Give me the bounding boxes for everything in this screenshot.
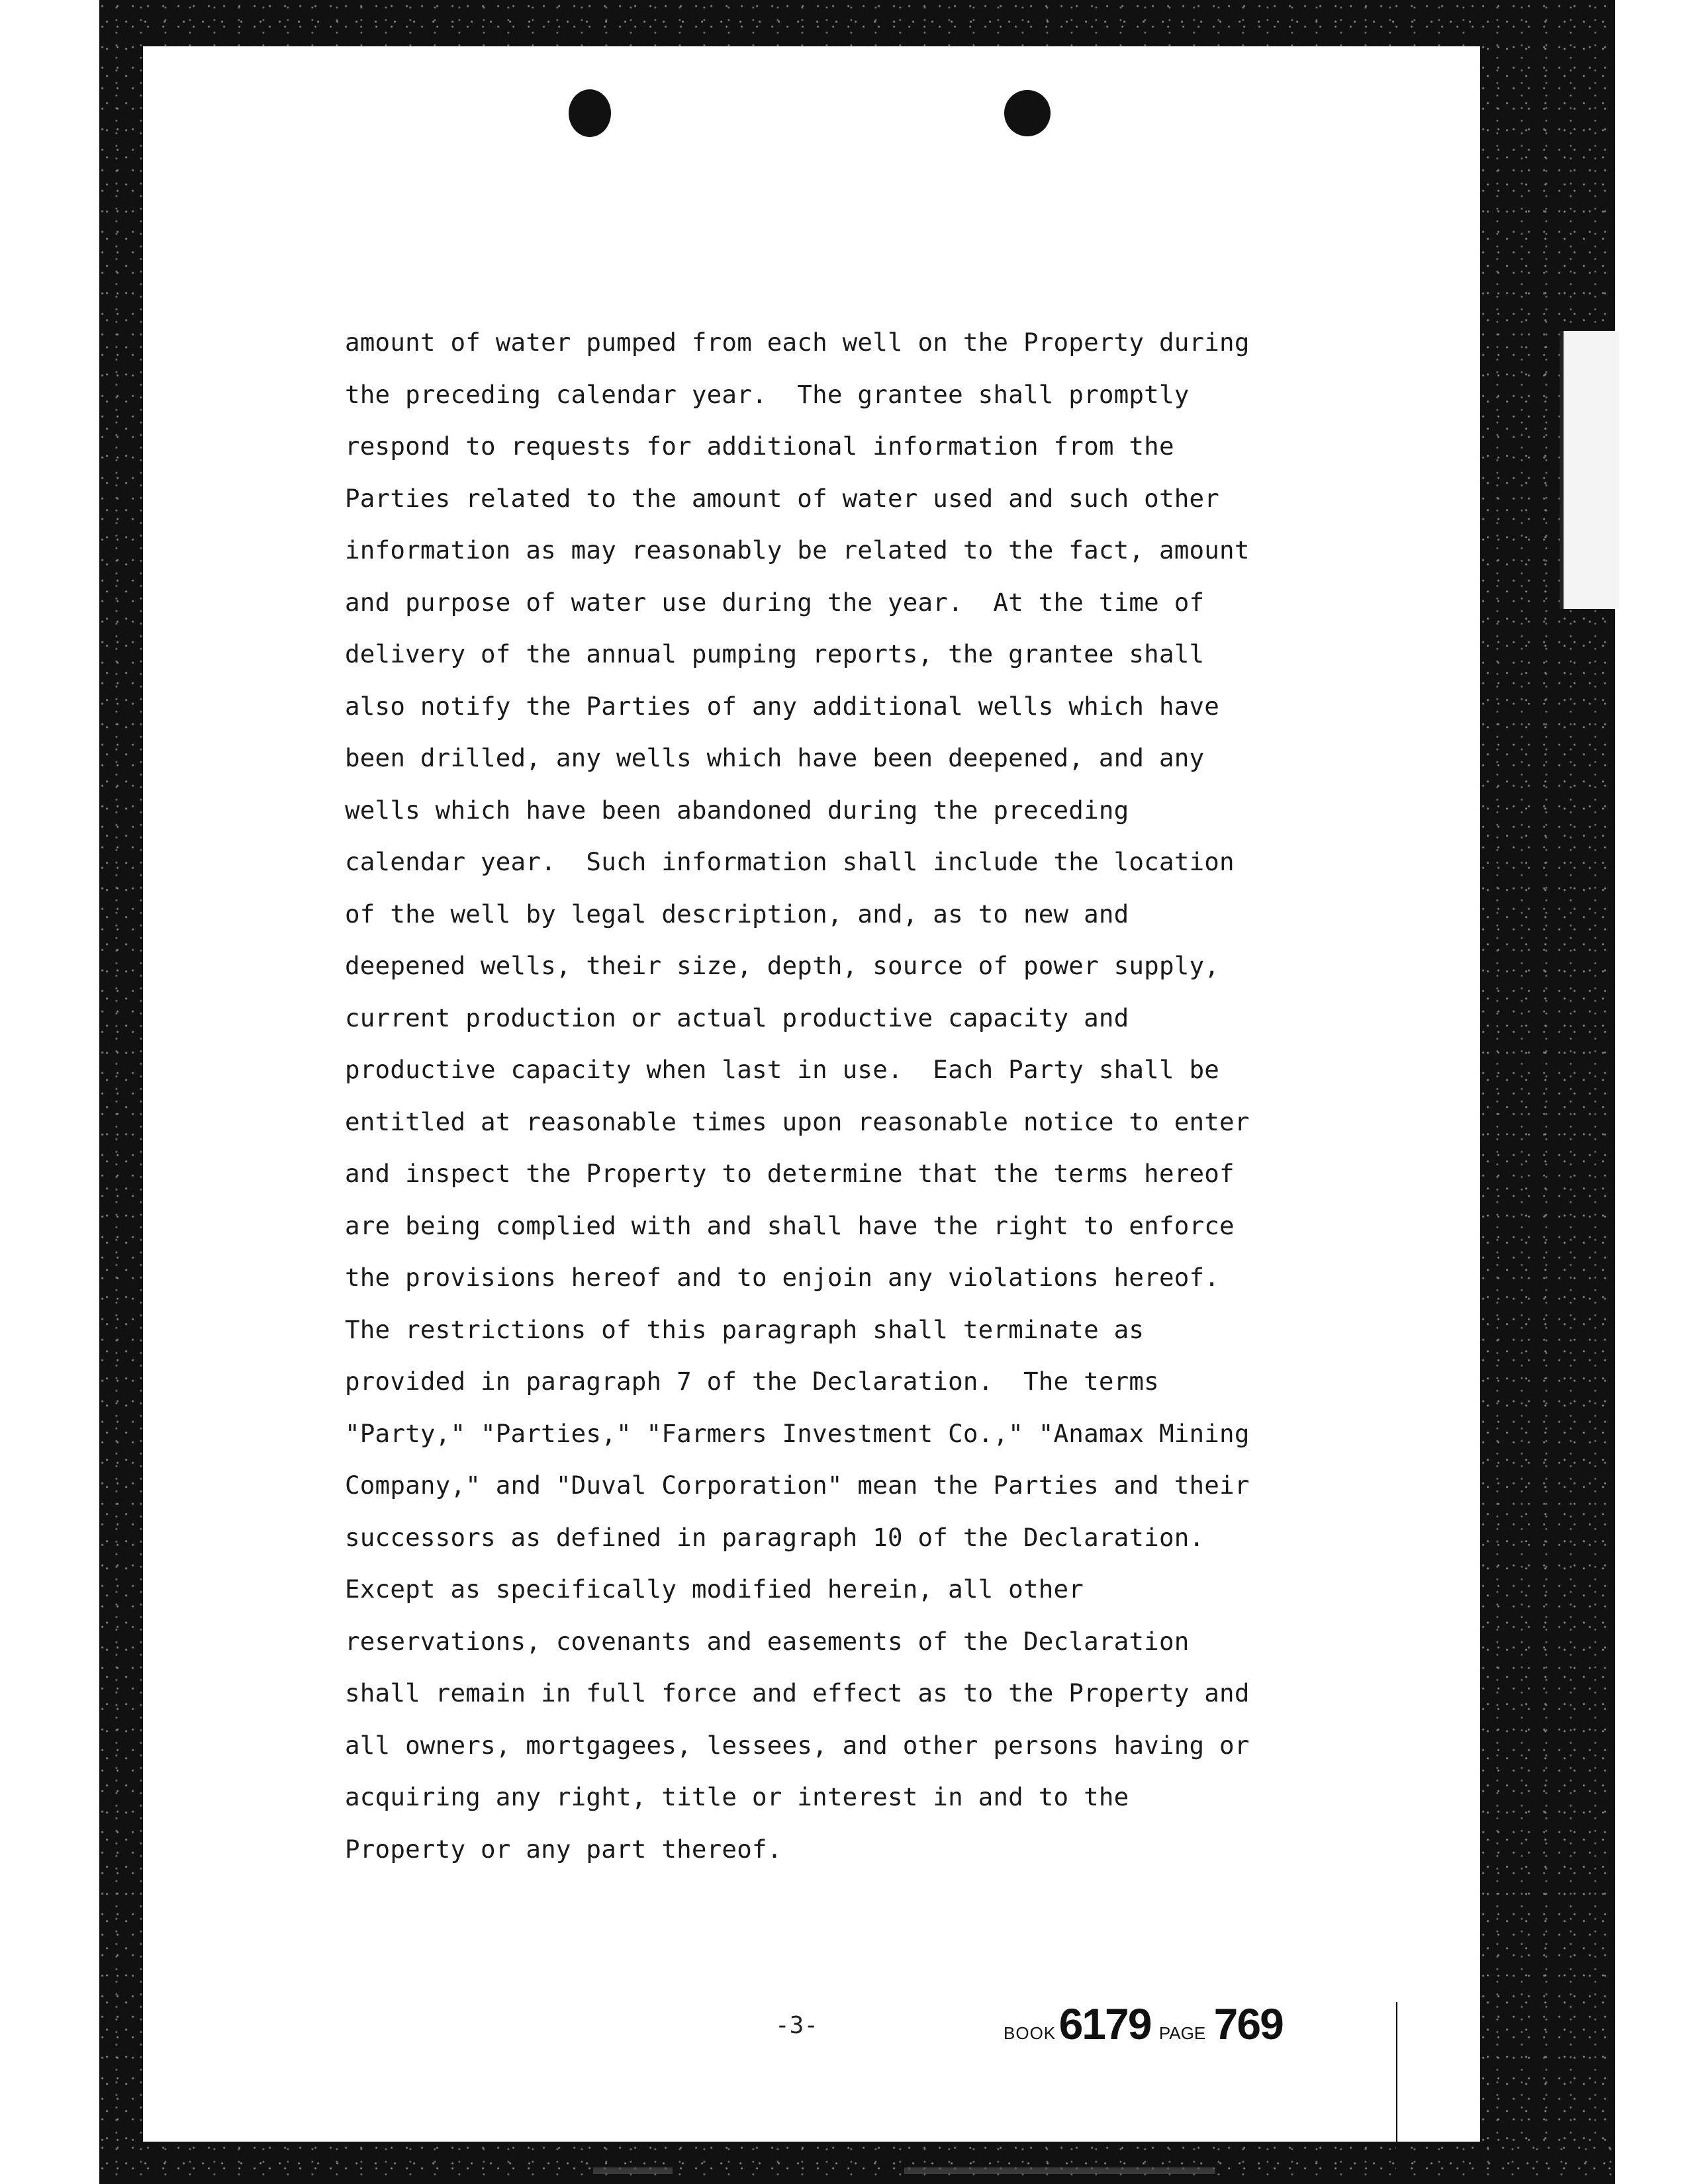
text-line: successors as defined in paragraph 10 of the Declaration. <box>345 1522 1205 1552</box>
text-line: amount of water pumped from each well on the Property during <box>345 328 1250 357</box>
book-number: 6179 <box>1058 1999 1151 2048</box>
page-ref-number: 769 <box>1213 1999 1283 2048</box>
page-number: -3- <box>775 2012 819 2039</box>
document-page <box>143 46 1480 2142</box>
text-line: of the well by legal description, and, as to new and <box>345 899 1129 929</box>
text-line: "Party," "Parties," "Farmers Investment Co.," "Anamax Mining <box>345 1418 1250 1448</box>
text-line: provided in paragraph 7 of the Declaration. The terms <box>345 1367 1159 1396</box>
text-line: entitled at reasonable times upon reasonable notice to enter <box>345 1107 1250 1136</box>
text-line: and inspect the Property to determine that the terms hereof <box>345 1159 1235 1188</box>
text-line: Company," and "Duval Corporation" mean the Parties and their <box>345 1471 1250 1500</box>
text-line: been drilled, any wells which have been deepened, and any <box>345 743 1205 772</box>
paper-tab-edge <box>1560 331 1619 609</box>
text-line: current production or actual productive capacity and <box>345 1003 1129 1032</box>
text-line: information as may reasonably be related to the fact, amount <box>345 535 1250 565</box>
punch-hole-right <box>1004 90 1051 136</box>
text-line: the preceding calendar year. The grantee shall promptly <box>345 379 1190 409</box>
text-line: shall remain in full force and effect as to the Property and <box>345 1678 1250 1707</box>
text-line: productive capacity when last in use. Each Party shall be <box>345 1055 1220 1084</box>
body-text <box>345 316 1483 1875</box>
page-label: PAGE <box>1158 2023 1206 2043</box>
scan-border-bottom <box>99 2142 1615 2184</box>
text-line: all owners, mortgagees, lessees, and other persons having or <box>345 1730 1250 1760</box>
scan-smudge <box>904 2167 1215 2174</box>
text-line: wells which have been abandoned during the preceding <box>345 795 1129 825</box>
scan-border-top <box>99 0 1615 46</box>
book-page-stamp <box>1004 1999 1283 2049</box>
text-line: Except as specifically modified herein, all other <box>345 1574 1084 1604</box>
scan-border-left <box>99 0 143 2184</box>
text-line: acquiring any right, title or interest in and to the <box>345 1782 1129 1811</box>
text-line: the provisions hereof and to enjoin any violations hereof. <box>345 1263 1220 1292</box>
stamp-vertical-rule <box>1396 2002 1397 2184</box>
text-line: deepened wells, their size, depth, source of power supply, <box>345 951 1220 980</box>
text-line: delivery of the annual pumping reports, the grantee shall <box>345 639 1205 668</box>
text-line: respond to requests for additional information from the <box>345 432 1174 461</box>
scan-smudge <box>593 2167 673 2174</box>
text-line: are being complied with and shall have the right to enforce <box>345 1210 1235 1240</box>
text-line: calendar year. Such information shall include the location <box>345 847 1235 876</box>
book-label: BOOK <box>1004 2023 1056 2043</box>
text-line: and purpose of water use during the year. At the time of <box>345 587 1205 617</box>
punch-hole-left <box>569 89 611 137</box>
scan-border-right <box>1480 0 1615 2184</box>
text-line: also notify the Parties of any additional wells which have <box>345 691 1220 721</box>
text-line: reservations, covenants and easements of the Declaration <box>345 1626 1190 1656</box>
text-line: Property or any part thereof. <box>345 1834 782 1864</box>
text-line: Parties related to the amount of water used and such other <box>345 483 1220 513</box>
text-line: The restrictions of this paragraph shall terminate as <box>345 1314 1145 1344</box>
